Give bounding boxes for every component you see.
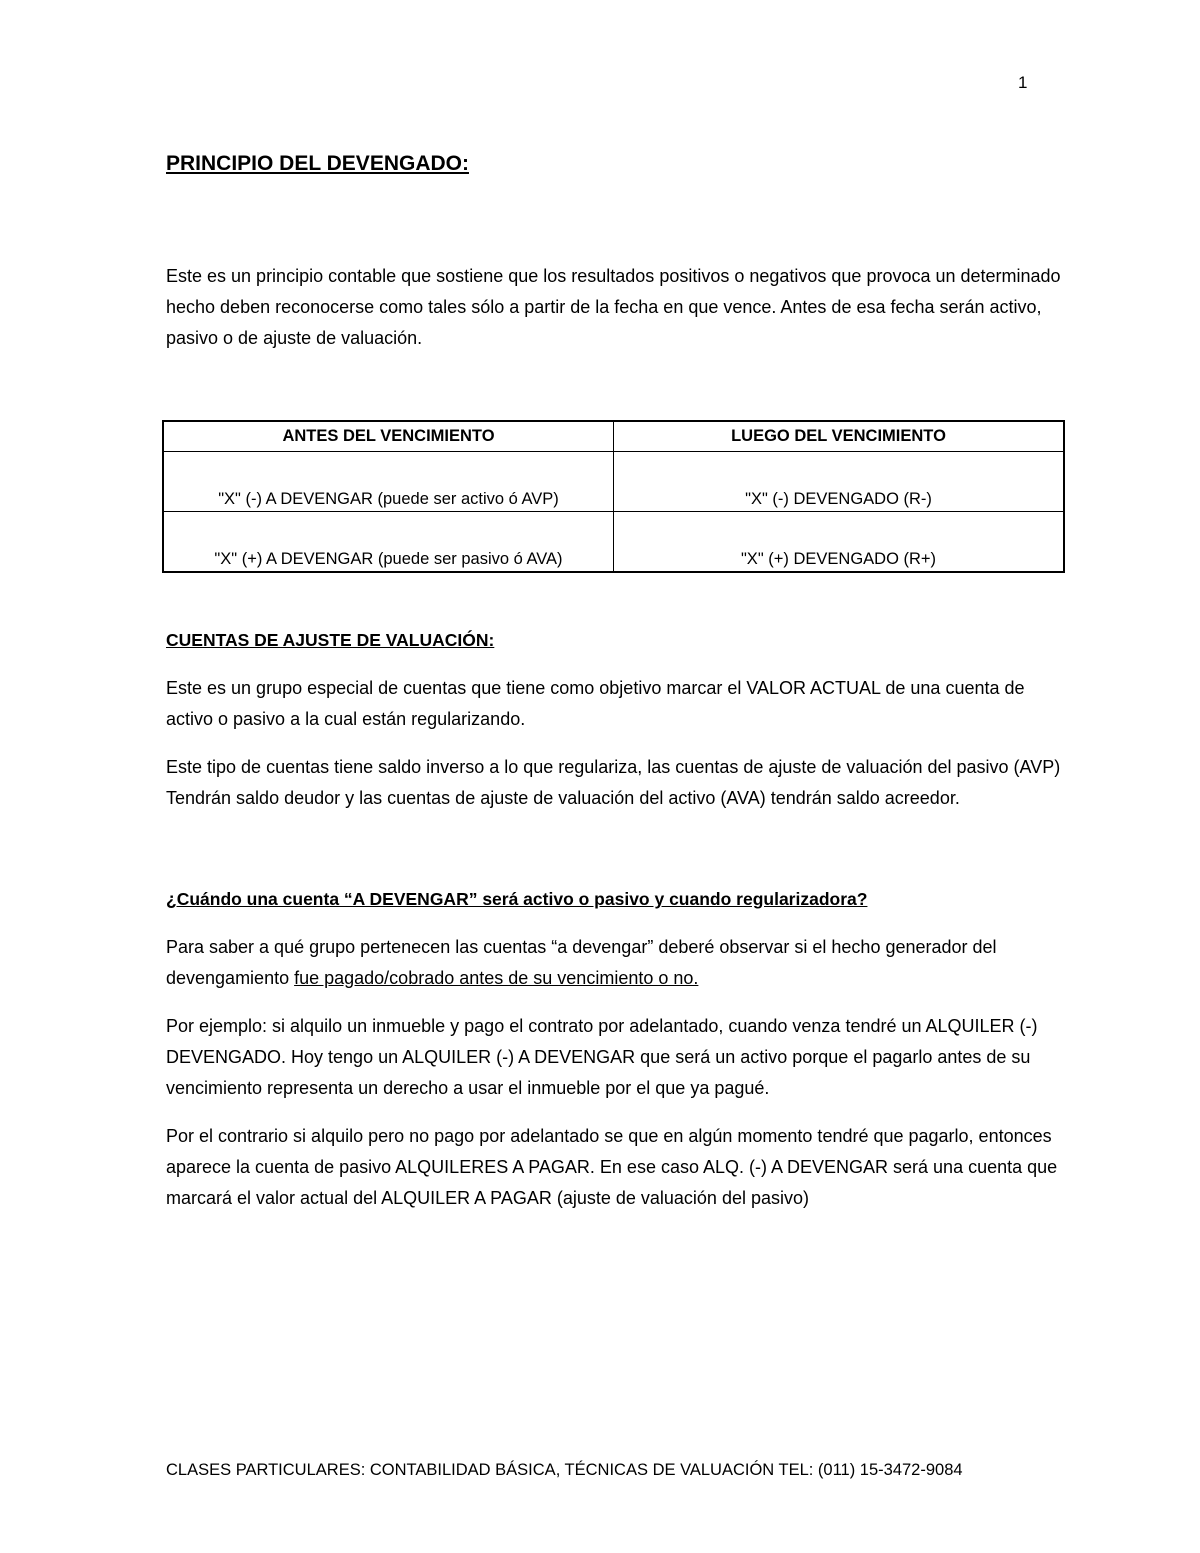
table-cell: "X" (+) DEVENGADO (R+) [614,512,1065,573]
devengado-table [162,420,1065,573]
table-row [163,512,1064,573]
question-paragraph-1-text: Para saber a qué grupo pertenecen las cuentas “a devengar” deberé observar si el hecho generador del devengamiento [166,937,997,988]
page-title: PRINCIPIO DEL DEVENGADO: [166,152,469,175]
question-paragraph-2: Por ejemplo: si alquilo un inmueble y pago el contrato por adelantado, cuando venza tendré un ALQUILER (-) DEVENGADO. Hoy tengo un ALQUILER (-) A DEVENGAR que será un activo porque el pagarlo antes de su vencimiento representa un derecho a usar el inmueble por el que ya pagué. [166,1016,1038,1098]
question-paragraph-1-underlined: fue pagado/cobrado antes de su vencimiento o no. [294,968,699,988]
document-body [166,148,1066,1214]
question-paragraph-1 [166,932,1066,994]
intro-paragraph: Este es un principio contable que sostiene que los resultados positivos o negativos que provoca un determinado hecho deben reconocerse como tales sólo a partir de la fecha en que vence. Antes de esa fecha serán activo, pasivo o de ajuste de valuación. [166,266,1061,348]
question-heading: ¿Cuándo una cuenta “A DEVENGAR” será activo o pasivo y cuando regularizadora? [166,889,868,909]
question-paragraph-3: Por el contrario si alquilo pero no pago por adelantado se que en algún momento tendré que pagarlo, entonces aparece la cuenta de pasivo ALQUILERES A PAGAR. En ese caso ALQ. (-) A DEVENGAR será una cuenta que marcará el valor actual del ALQUILER A PAGAR (ajuste de valuación del pasivo) [166,1126,1058,1208]
page-footer: CLASES PARTICULARES: CONTABILIDAD BÁSICA, TÉCNICAS DE VALUACIÓN TEL: (011) 15-3472-9084 [166,1461,963,1479]
table-header-antes: ANTES DEL VENCIMIENTO [163,421,614,452]
table-cell: "X" (-) DEVENGADO (R-) [614,452,1065,512]
table-cell: "X" (-) A DEVENGAR (puede ser activo ó AVP) [163,452,614,512]
table-row [163,452,1064,512]
page-number: 1 [1018,73,1028,92]
table-header-luego: LUEGO DEL VENCIMIENTO [614,421,1065,452]
ajuste-paragraph-2: Este tipo de cuentas tiene saldo inverso a lo que regulariza, las cuentas de ajuste de valuación del pasivo (AVP) Tendrán saldo deudor y las cuentas de ajuste de valuación del activo (AVA) tendrán saldo acreedor. [166,757,1061,808]
table-header-row [163,421,1064,452]
table-cell: "X" (+) A DEVENGAR (puede ser pasivo ó AVA) [163,512,614,573]
ajuste-heading: CUENTAS DE AJUSTE DE VALUACIÓN: [166,630,495,650]
ajuste-paragraph-1: Este es un grupo especial de cuentas que tiene como objetivo marcar el VALOR ACTUAL de una cuenta de activo o pasivo a la cual están regularizando. [166,678,1025,729]
